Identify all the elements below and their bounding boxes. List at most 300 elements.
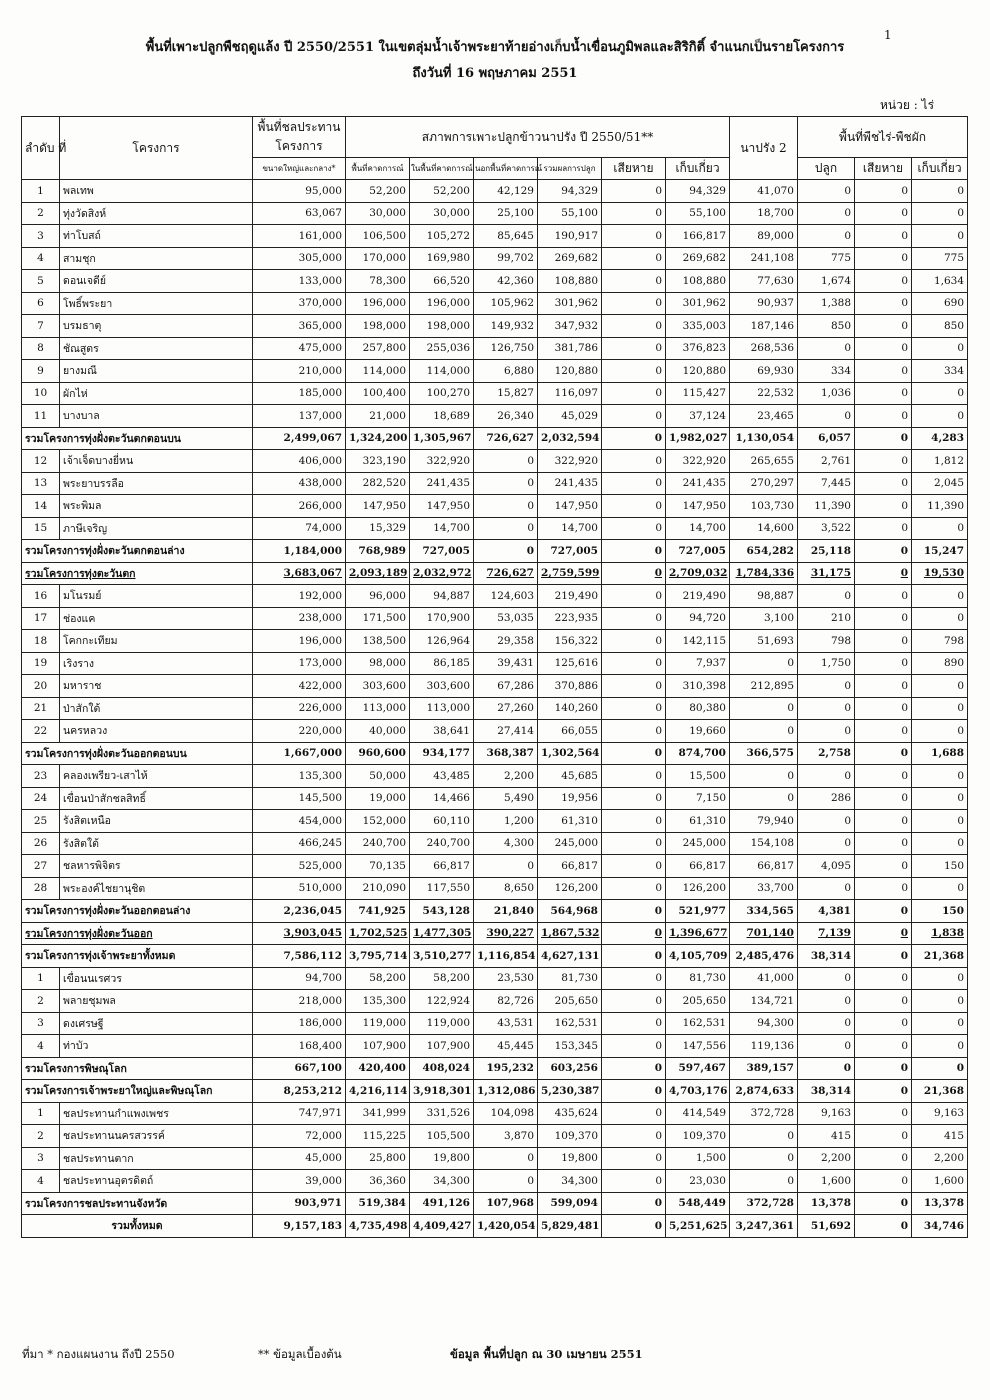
value-cell: 0 [602,202,666,225]
value-cell: 9,163 [912,1102,968,1125]
table-row [22,607,968,630]
value-cell: 775 [798,247,855,270]
value-cell: 0 [602,675,666,698]
value-cell: 1,036 [798,382,855,405]
value-cell: 0 [602,427,666,450]
value-cell: 0 [730,720,798,743]
value-cell: 0 [855,292,912,315]
value-cell: 23,030 [666,1170,730,1193]
row-number: 1 [22,1102,60,1125]
value-cell: 438,000 [253,472,346,495]
value-cell: 0 [855,787,912,810]
value-cell: 135,300 [346,990,410,1013]
row-number: 11 [22,405,60,428]
value-cell: 120,880 [666,360,730,383]
unit-label: หน่วย : ไร่ [880,98,935,112]
value-cell: 115,427 [666,382,730,405]
value-cell: 0 [855,1192,912,1215]
row-number: 28 [22,877,60,900]
value-cell: 0 [912,405,968,428]
value-cell: 727,005 [410,540,474,563]
project-name: ชลประทานอุตรดิตถ์ [60,1170,253,1193]
value-cell: 238,000 [253,607,346,630]
value-cell: 9,157,183 [253,1215,346,1238]
row-number: 21 [22,697,60,720]
value-cell: 66,817 [730,855,798,878]
total-label: รวมทั้งหมด [22,1215,253,1238]
row-number: 19 [22,652,60,675]
value-cell: 2,761 [798,450,855,473]
table-row [22,1012,968,1035]
value-cell: 0 [855,1102,912,1125]
header-project: โครงการ [60,117,253,180]
value-cell: 0 [602,1215,666,1238]
value-cell: 3,510,277 [410,945,474,968]
table-row [22,315,968,338]
value-cell: 66,817 [666,855,730,878]
value-cell: 147,950 [346,495,410,518]
value-cell: 109,370 [666,1125,730,1148]
total-row [22,1192,968,1215]
value-cell: 114,000 [346,360,410,383]
value-cell: 34,746 [912,1215,968,1238]
total-label: รวมโครงการทุ่งตะวันตก [22,562,253,585]
total-row [22,540,968,563]
value-cell: 0 [602,720,666,743]
value-cell: 1,200 [474,810,538,833]
value-cell: 0 [855,1215,912,1238]
table-row [22,382,968,405]
value-cell: 341,999 [346,1102,410,1125]
value-cell: 286 [798,787,855,810]
value-cell: 1,396,677 [666,922,730,945]
value-cell: 22,532 [730,382,798,405]
value-cell: 0 [912,720,968,743]
value-cell: 491,126 [410,1192,474,1215]
table-row [22,832,968,855]
row-number: 18 [22,630,60,653]
value-cell: 31,175 [798,562,855,585]
value-cell: 874,700 [666,742,730,765]
project-name: มโนรมย์ [60,585,253,608]
value-cell: 850 [798,315,855,338]
value-cell: 0 [912,967,968,990]
value-cell: 0 [855,1035,912,1058]
row-number: 22 [22,720,60,743]
value-cell: 0 [602,472,666,495]
table-row [22,787,968,810]
value-cell: 70,135 [346,855,410,878]
value-cell: 223,935 [538,607,602,630]
row-number: 3 [22,1147,60,1170]
row-number: 9 [22,360,60,383]
value-cell: 81,730 [538,967,602,990]
value-cell: 55,100 [666,202,730,225]
value-cell: 19,800 [538,1147,602,1170]
value-cell: 0 [912,877,968,900]
value-cell: 95,000 [253,180,346,203]
value-cell: 0 [602,990,666,1013]
total-row [22,562,968,585]
value-cell: 0 [602,922,666,945]
value-cell: 347,932 [538,315,602,338]
value-cell: 2,200 [912,1147,968,1170]
value-cell: 603,256 [538,1057,602,1080]
value-cell: 0 [855,360,912,383]
value-cell: 114,000 [410,360,474,383]
value-cell: 0 [855,517,912,540]
value-cell: 5,251,625 [666,1215,730,1238]
value-cell: 135,300 [253,765,346,788]
value-cell: 21,840 [474,900,538,923]
row-number: 8 [22,337,60,360]
value-cell: 53,035 [474,607,538,630]
value-cell: 145,500 [253,787,346,810]
value-cell: 370,000 [253,292,346,315]
value-cell: 41,000 [730,967,798,990]
value-cell: 13,378 [912,1192,968,1215]
value-cell: 564,968 [538,900,602,923]
value-cell: 14,700 [410,517,474,540]
value-cell: 125,616 [538,652,602,675]
value-cell: 96,000 [346,585,410,608]
value-cell: 798 [912,630,968,653]
value-cell: 0 [602,630,666,653]
value-cell: 0 [602,247,666,270]
value-cell: 11,390 [912,495,968,518]
value-cell: 38,314 [798,945,855,968]
value-cell: 0 [855,1125,912,1148]
value-cell: 133,000 [253,270,346,293]
header-total-planted: รวมผลการปลูก [538,158,602,180]
value-cell: 366,575 [730,742,798,765]
page-number: 1 [884,28,892,42]
value-cell: 3,683,067 [253,562,346,585]
value-cell: 381,786 [538,337,602,360]
value-cell: 52,200 [346,180,410,203]
value-cell: 543,128 [410,900,474,923]
value-cell: 0 [730,787,798,810]
value-cell: 1,324,200 [346,427,410,450]
value-cell: 0 [602,900,666,923]
value-cell: 15,500 [666,765,730,788]
value-cell: 0 [855,765,912,788]
total-row [22,900,968,923]
value-cell: 107,900 [346,1035,410,1058]
value-cell: 322,920 [666,450,730,473]
value-cell: 7,586,112 [253,945,346,968]
project-name: ชลประทานนครสวรรค์ [60,1125,253,1148]
value-cell: 61,310 [666,810,730,833]
value-cell: 150 [912,900,968,923]
value-cell: 4,703,176 [666,1080,730,1103]
value-cell: 0 [855,585,912,608]
table-row [22,652,968,675]
value-cell: 0 [912,337,968,360]
value-cell: 0 [602,1012,666,1035]
value-cell: 0 [912,1057,968,1080]
value-cell: 107,968 [474,1192,538,1215]
row-number: 2 [22,1125,60,1148]
value-cell: 162,531 [666,1012,730,1035]
value-cell: 58,200 [346,967,410,990]
value-cell: 0 [912,990,968,1013]
value-cell: 0 [912,697,968,720]
value-cell: 0 [602,1080,666,1103]
value-cell: 34,300 [538,1170,602,1193]
value-cell: 25,100 [474,202,538,225]
value-cell: 187,146 [730,315,798,338]
value-cell: 0 [602,270,666,293]
row-number: 3 [22,1012,60,1035]
value-cell: 0 [602,742,666,765]
value-cell: 0 [855,382,912,405]
row-number: 17 [22,607,60,630]
value-cell: 1,305,967 [410,427,474,450]
value-cell: 334,565 [730,900,798,923]
value-cell: 0 [602,810,666,833]
value-cell: 169,980 [410,247,474,270]
value-cell: 99,702 [474,247,538,270]
value-cell: 0 [602,450,666,473]
value-cell: 519,384 [346,1192,410,1215]
value-cell: 30,000 [410,202,474,225]
value-cell: 210 [798,607,855,630]
value-cell: 305,000 [253,247,346,270]
value-cell: 0 [602,652,666,675]
value-cell: 156,322 [538,630,602,653]
value-cell: 1,477,305 [410,922,474,945]
value-cell: 0 [798,697,855,720]
value-cell: 1,812 [912,450,968,473]
value-cell: 0 [730,697,798,720]
value-cell: 415 [912,1125,968,1148]
value-cell: 0 [602,225,666,248]
row-number: 26 [22,832,60,855]
value-cell: 245,000 [538,832,602,855]
value-cell: 23,530 [474,967,538,990]
value-cell: 4,735,498 [346,1215,410,1238]
value-cell: 7,139 [798,922,855,945]
value-cell: 43,485 [410,765,474,788]
table-row [22,180,968,203]
table-row [22,225,968,248]
value-cell: 79,940 [730,810,798,833]
project-name: พลายชุมพล [60,990,253,1013]
project-name: เขื่อนนเรศวร [60,967,253,990]
value-cell: 5,230,387 [538,1080,602,1103]
value-cell: 100,400 [346,382,410,405]
value-cell: 1,600 [798,1170,855,1193]
row-number: 10 [22,382,60,405]
value-cell: 196,000 [410,292,474,315]
project-name: บรมธาตุ [60,315,253,338]
value-cell: 0 [474,495,538,518]
value-cell: 170,000 [346,247,410,270]
project-name: เริงราง [60,652,253,675]
value-cell: 245,000 [666,832,730,855]
value-cell: 9,163 [798,1102,855,1125]
value-cell: 1,702,525 [346,922,410,945]
value-cell: 0 [855,1080,912,1103]
value-cell: 0 [855,495,912,518]
value-cell: 2,093,189 [346,562,410,585]
value-cell: 51,692 [798,1215,855,1238]
value-cell: 4,105,709 [666,945,730,968]
project-name: มหาราช [60,675,253,698]
project-name: ท่าบัว [60,1035,253,1058]
row-number: 7 [22,315,60,338]
project-name: เขื่อนป่าสักชลสิทธิ์ [60,787,253,810]
row-number: 4 [22,1035,60,1058]
value-cell: 599,094 [538,1192,602,1215]
table-row [22,1125,968,1148]
value-cell: 198,000 [410,315,474,338]
row-number: 13 [22,472,60,495]
value-cell: 161,000 [253,225,346,248]
value-cell: 13,378 [798,1192,855,1215]
value-cell: 0 [602,585,666,608]
row-number: 4 [22,247,60,270]
value-cell: 126,750 [474,337,538,360]
row-number: 1 [22,180,60,203]
report-date: ถึงวันที่ 16 พฤษภาคม 2551 [412,66,578,81]
value-cell: 934,177 [410,742,474,765]
value-cell: 0 [855,630,912,653]
value-cell: 210,000 [253,360,346,383]
value-cell: 890 [912,652,968,675]
value-cell: 1,388 [798,292,855,315]
value-cell: 0 [730,1147,798,1170]
table-row [22,472,968,495]
value-cell: 69,930 [730,360,798,383]
project-name: โพธิ์พระยา [60,292,253,315]
value-cell: 0 [798,1035,855,1058]
value-cell: 0 [855,427,912,450]
table-row [22,270,968,293]
value-cell: 78,300 [346,270,410,293]
value-cell: 0 [855,247,912,270]
value-cell: 108,880 [538,270,602,293]
value-cell: 0 [602,787,666,810]
value-cell: 2,709,032 [666,562,730,585]
value-cell: 0 [912,787,968,810]
value-cell: 726,627 [474,562,538,585]
value-cell: 134,721 [730,990,798,1013]
value-cell: 322,920 [410,450,474,473]
value-cell: 334 [798,360,855,383]
value-cell: 0 [474,450,538,473]
value-cell: 142,115 [666,630,730,653]
value-cell: 8,650 [474,877,538,900]
value-cell: 741,925 [346,900,410,923]
header-planned: พื้นที่คาดการณ์ [346,158,410,180]
value-cell: 323,190 [346,450,410,473]
value-cell: 23,465 [730,405,798,428]
value-cell: 94,700 [253,967,346,990]
value-cell: 18,689 [410,405,474,428]
value-cell: 25,800 [346,1147,410,1170]
value-cell: 0 [798,180,855,203]
value-cell: 30,000 [346,202,410,225]
value-cell: 1,867,532 [538,922,602,945]
value-cell: 153,345 [538,1035,602,1058]
value-cell: 192,000 [253,585,346,608]
value-cell: 80,380 [666,697,730,720]
value-cell: 6,880 [474,360,538,383]
value-cell: 19,000 [346,787,410,810]
value-cell: 0 [798,832,855,855]
value-cell: 0 [798,202,855,225]
value-cell: 435,624 [538,1102,602,1125]
value-cell: 0 [855,697,912,720]
value-cell: 475,000 [253,337,346,360]
value-cell: 0 [855,337,912,360]
value-cell: 269,682 [666,247,730,270]
value-cell: 66,817 [410,855,474,878]
value-cell: 226,000 [253,697,346,720]
value-cell: 4,627,131 [538,945,602,968]
value-cell: 72,000 [253,1125,346,1148]
value-cell: 0 [912,517,968,540]
value-cell: 186,000 [253,1012,346,1035]
value-cell: 0 [798,990,855,1013]
value-cell: 0 [602,180,666,203]
value-cell: 2,485,476 [730,945,798,968]
value-cell: 521,977 [666,900,730,923]
value-cell: 1,634 [912,270,968,293]
value-cell: 0 [602,1170,666,1193]
header-field-crop-group: พื้นที่พืชไร่-พืชผัก [798,117,968,158]
row-number: 1 [22,967,60,990]
value-cell: 1,750 [798,652,855,675]
value-cell: 255,036 [410,337,474,360]
value-cell: 241,435 [666,472,730,495]
value-cell: 196,000 [346,292,410,315]
value-cell: 241,435 [410,472,474,495]
value-cell: 265,655 [730,450,798,473]
value-cell: 3,903,045 [253,922,346,945]
value-cell: 21,000 [346,405,410,428]
header-field-harvested: เก็บเกี่ยว [912,158,968,180]
value-cell: 5,490 [474,787,538,810]
value-cell: 0 [855,472,912,495]
value-cell: 1,667,000 [253,742,346,765]
crop-area-table [21,116,968,1238]
value-cell: 108,880 [666,270,730,293]
value-cell: 94,300 [730,1012,798,1035]
value-cell: 171,500 [346,607,410,630]
value-cell: 798 [798,630,855,653]
value-cell: 0 [855,607,912,630]
value-cell: 90,937 [730,292,798,315]
value-cell: 0 [912,202,968,225]
table-row [22,405,968,428]
value-cell: 0 [912,585,968,608]
value-cell: 45,685 [538,765,602,788]
project-name: ภาษีเจริญ [60,517,253,540]
value-cell: 8,253,212 [253,1080,346,1103]
value-cell: 0 [912,810,968,833]
table-row [22,720,968,743]
value-cell: 89,000 [730,225,798,248]
value-cell: 335,003 [666,315,730,338]
value-cell: 14,700 [666,517,730,540]
value-cell: 67,286 [474,675,538,698]
value-cell: 1,420,054 [474,1215,538,1238]
value-cell: 0 [602,495,666,518]
footer-source: ที่มา * กองแผนงาน ถึงปี 2550 [22,1347,175,1361]
